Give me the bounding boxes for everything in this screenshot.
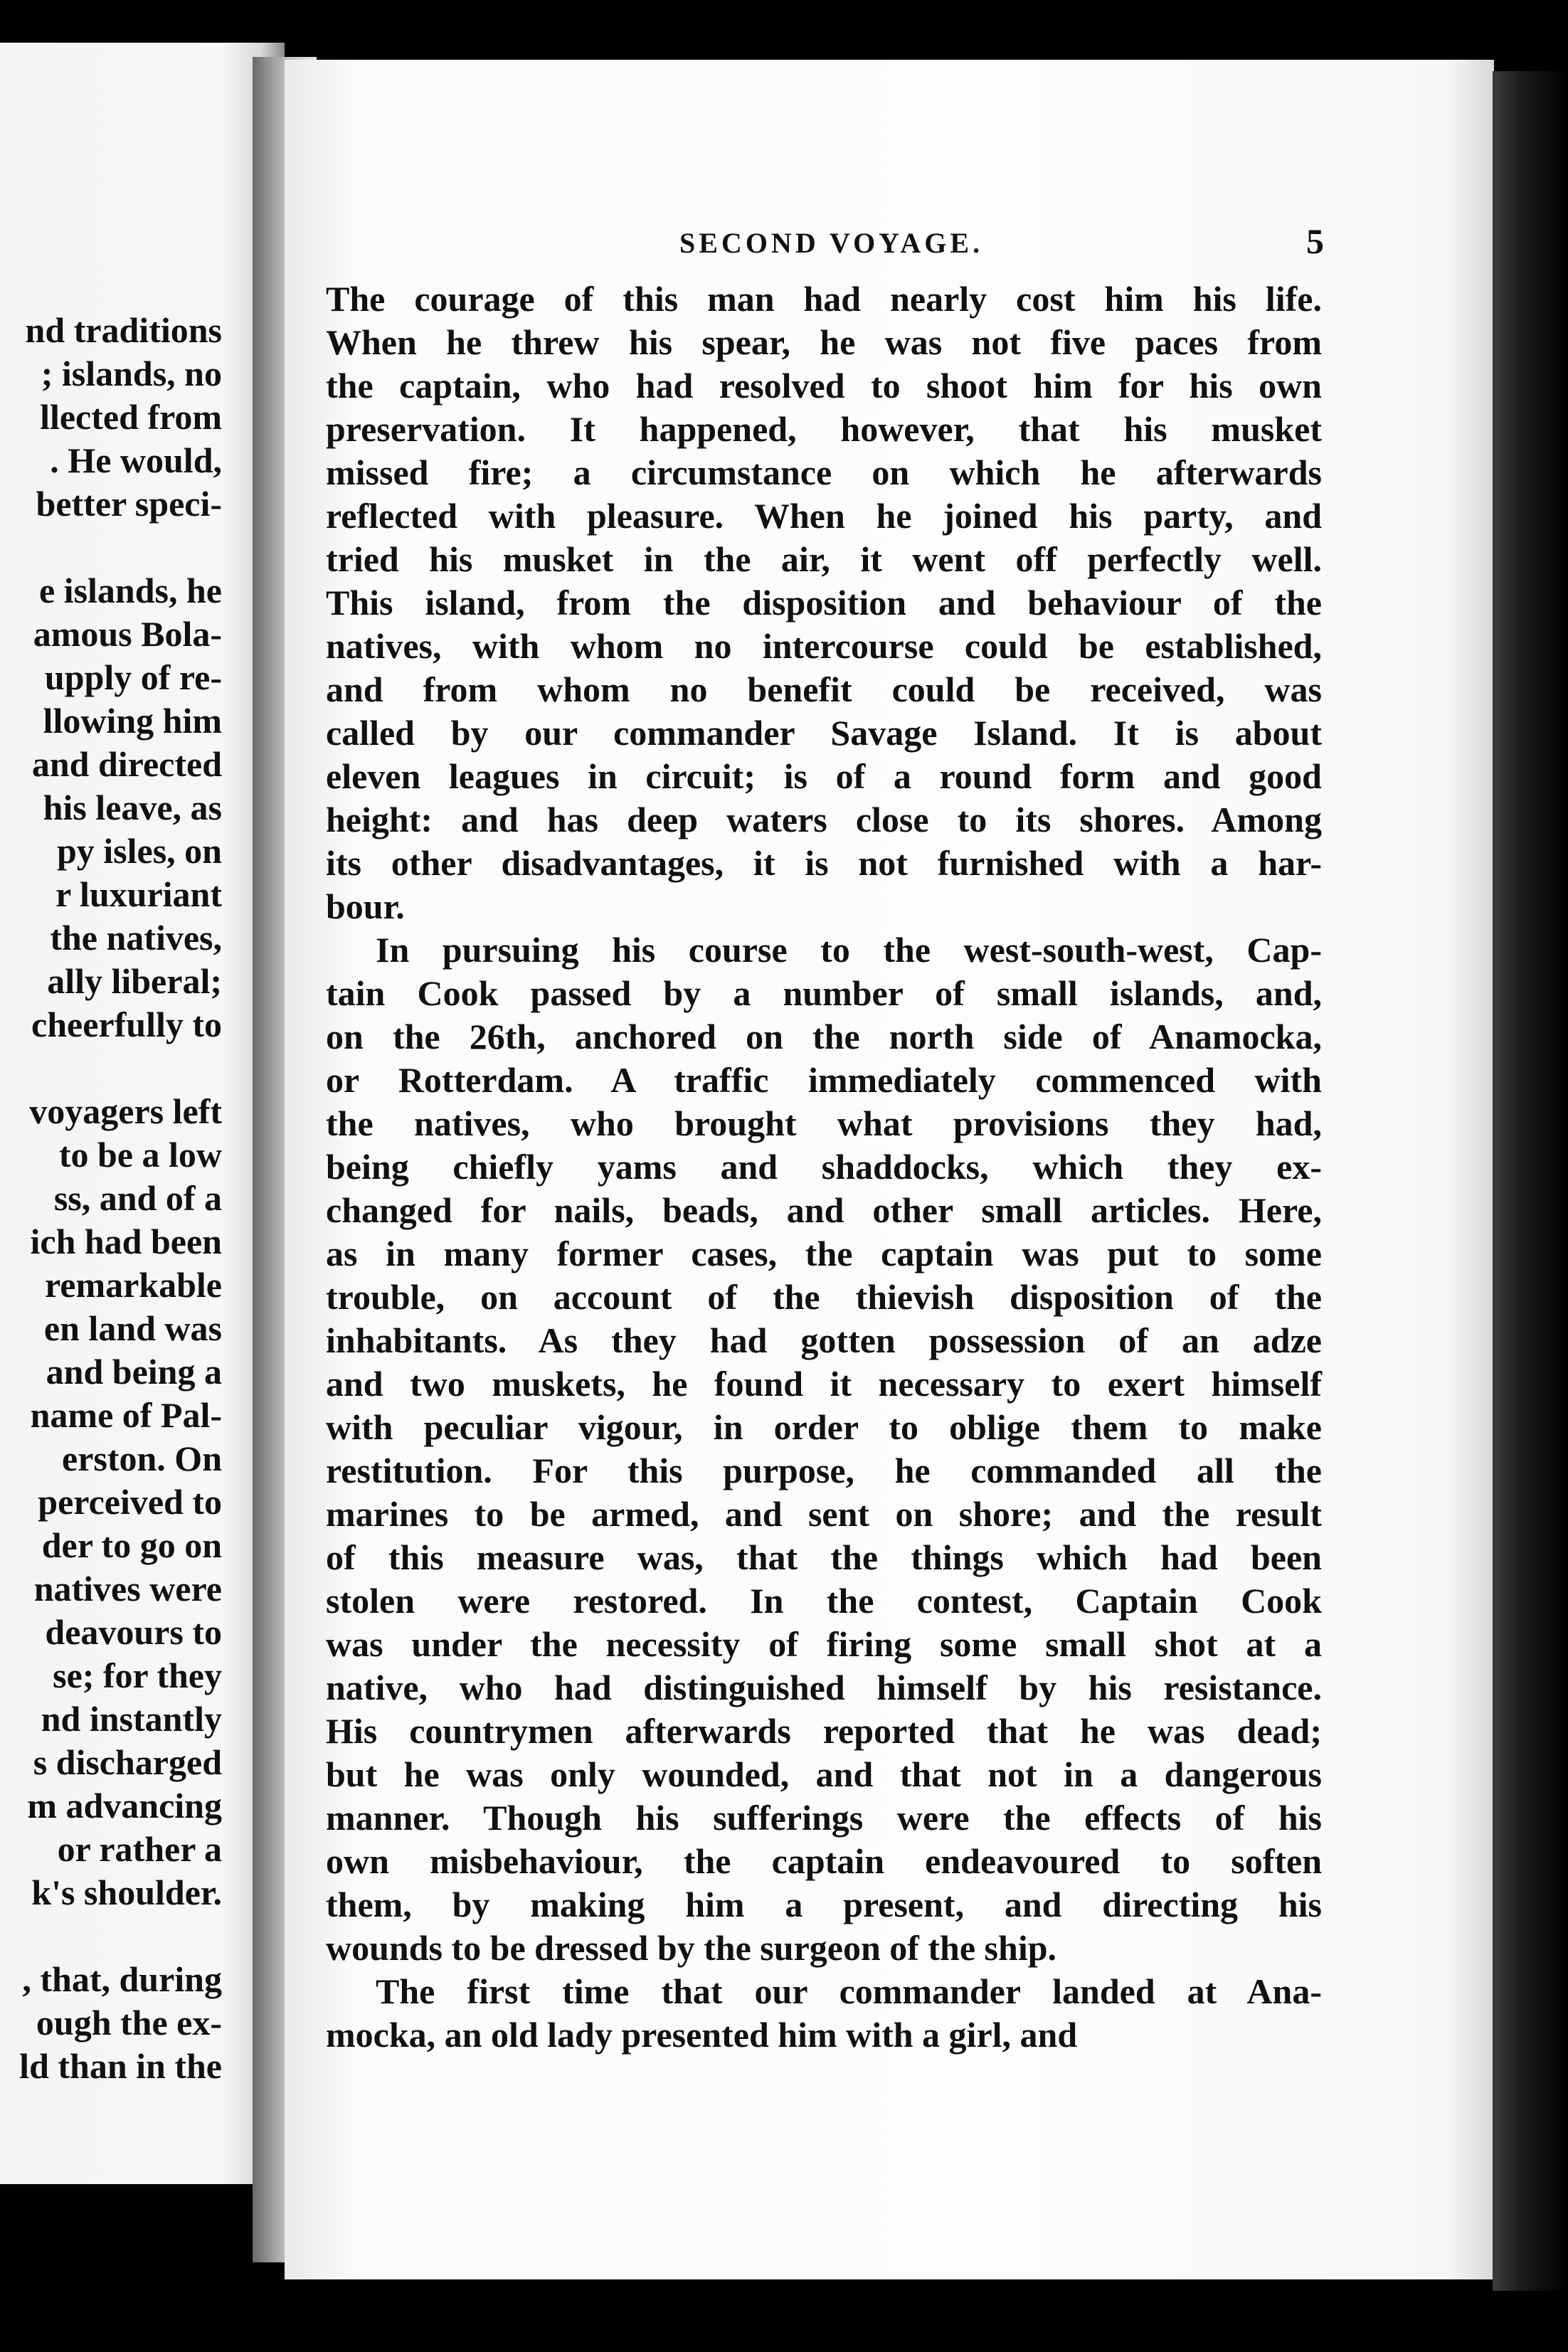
body-line: preservation. It happened, however, that his musket (326, 409, 1322, 449)
page-number: 5 (1306, 221, 1324, 261)
left-page-line: natives were (33, 1569, 222, 1609)
body-line: tried his musket in the air, it went off perfectly well. (326, 539, 1322, 579)
body-line: height: and has deep waters close to its shores. Among (326, 800, 1322, 839)
page-edge (1493, 71, 1568, 2291)
left-page-gap (0, 1047, 222, 1090)
body-line: was under the necessity of firing some small shot at a (326, 1624, 1322, 1664)
left-page-line: better speci- (36, 484, 222, 524)
left-page-line: llowing him (43, 701, 222, 741)
left-page-line: cheerfully to (31, 1005, 222, 1044)
left-page-line: ld than in the (19, 2046, 222, 2086)
body-line: on the 26th, anchored on the north side of Anamocka, (326, 1017, 1322, 1056)
body-line: called by our commander Savage Island. It is about (326, 713, 1322, 753)
left-page-text (0, 309, 222, 2088)
left-page-gap (0, 526, 222, 569)
body-line: The first time that our commander landed at Ana- (376, 1971, 1322, 2011)
body-line: missed fire; a circumstance on which he afterwards (326, 452, 1322, 492)
body-line: natives, with whom no intercourse could be established, (326, 626, 1322, 666)
left-page-line: nd instantly (41, 1699, 222, 1739)
left-page-line: , that, during (22, 1959, 222, 1999)
left-page-line: perceived to (38, 1482, 222, 1522)
left-page-line: . He would, (50, 440, 222, 480)
running-head: SECOND VOYAGE. (679, 227, 984, 259)
body-line: This island, from the disposition and behaviour of the (326, 583, 1322, 623)
left-page-line: r luxuriant (55, 874, 222, 914)
body-line: trouble, on account of the thievish disposition of the (326, 1277, 1322, 1317)
left-page-line: s discharged (33, 1742, 222, 1782)
left-page-line: name of Pal- (30, 1395, 222, 1435)
left-page-line: py isles, on (56, 831, 222, 871)
body-text (326, 277, 1322, 2057)
body-line: manner. Though his sufferings were the effects of his (326, 1798, 1322, 1838)
left-page-line: remarkable (44, 1265, 222, 1305)
left-page-line: ss, and of a (53, 1178, 222, 1218)
body-line: and from whom no benefit could be received, was (326, 669, 1322, 709)
body-line: marines to be armed, and sent on shore; and the result (326, 1494, 1322, 1534)
body-line: its other disadvantages, it is not furnished with a har- (326, 843, 1322, 883)
left-page-line: voyagers left (29, 1091, 222, 1131)
body-line: native, who had distinguished himself by his resistance. (326, 1668, 1322, 1707)
body-line: but he was only wounded, and that not in a dangerous (326, 1754, 1322, 1794)
body-line: as in many former cases, the captain was put to some (326, 1234, 1322, 1273)
left-page-line: erston. On (62, 1439, 222, 1478)
body-line: mocka, an old lady presented him with a girl, and (326, 2015, 1078, 2055)
left-page-line: ough the ex- (36, 2003, 222, 2043)
body-line: changed for nails, beads, and other small articles. Here, (326, 1190, 1322, 1230)
body-line: restitution. For this purpose, he commanded all the (326, 1451, 1322, 1490)
body-line: and two muskets, he found it necessary to exert himself (326, 1364, 1322, 1404)
left-page-line: or rather a (57, 1829, 222, 1869)
body-line: or Rotterdam. A traffic immediately commenced with (326, 1060, 1322, 1100)
body-line: wounds to be dressed by the surgeon of the ship. (326, 1928, 1057, 1968)
left-page-line: ally liberal; (47, 961, 222, 1001)
body-line: When he threw his spear, he was not five paces from (326, 322, 1322, 362)
left-page-line: se; for they (53, 1656, 222, 1695)
left-page-line: and being a (46, 1352, 222, 1392)
left-page-line: deavours to (45, 1612, 222, 1652)
body-line: stolen were restored. In the contest, Captain Cook (326, 1581, 1322, 1621)
body-line: In pursuing his course to the west-south-west, Cap- (376, 930, 1322, 970)
body-line: of this measure was, that the things which had been (326, 1537, 1322, 1577)
left-page-line: his leave, as (43, 788, 222, 827)
left-page-line: e islands, he (38, 571, 222, 610)
body-line: reflected with pleasure. When he joined his party, and (326, 496, 1322, 536)
left-page-gap (0, 1914, 222, 1958)
left-page-line: ich had been (30, 1222, 222, 1261)
left-page-line: nd traditions (25, 310, 222, 350)
left-page-line: upply of re- (44, 657, 222, 697)
left-page-line: llected from (40, 397, 222, 437)
left-page-line: m advancing (27, 1786, 222, 1826)
body-line: eleven leagues in circuit; is of a round form and good (326, 756, 1322, 796)
left-page-line: the natives, (50, 918, 222, 958)
body-line: bour. (326, 886, 405, 926)
body-line: with peculiar vigour, in order to oblige them to make (326, 1407, 1322, 1447)
body-line: His countrymen afterwards reported that he was dead; (326, 1711, 1322, 1751)
left-page-line: and directed (31, 744, 222, 784)
left-page-line: ; islands, no (41, 354, 222, 393)
body-line: The courage of this man had nearly cost him his life. (326, 279, 1322, 319)
body-line: the natives, who brought what provisions they had, (326, 1103, 1322, 1143)
body-line: tain Cook passed by a number of small islands, and, (326, 973, 1322, 1013)
left-page-line: to be a low (58, 1135, 222, 1175)
body-line: own misbehaviour, the captain endeavoured to soften (326, 1841, 1322, 1881)
left-page-line: k's shoulder. (31, 1872, 222, 1912)
body-line: inhabitants. As they had gotten possession of an adze (326, 1320, 1322, 1360)
left-page (0, 43, 285, 2184)
body-line: the captain, who had resolved to shoot him for his own (326, 366, 1322, 406)
body-line: being chiefly yams and shaddocks, which they ex- (326, 1147, 1322, 1187)
left-page-line: amous Bola- (33, 614, 222, 654)
left-page-line: en land was (43, 1308, 222, 1348)
body-line: them, by making him a present, and directing his (326, 1885, 1322, 1924)
left-page-line: der to go on (41, 1525, 222, 1565)
